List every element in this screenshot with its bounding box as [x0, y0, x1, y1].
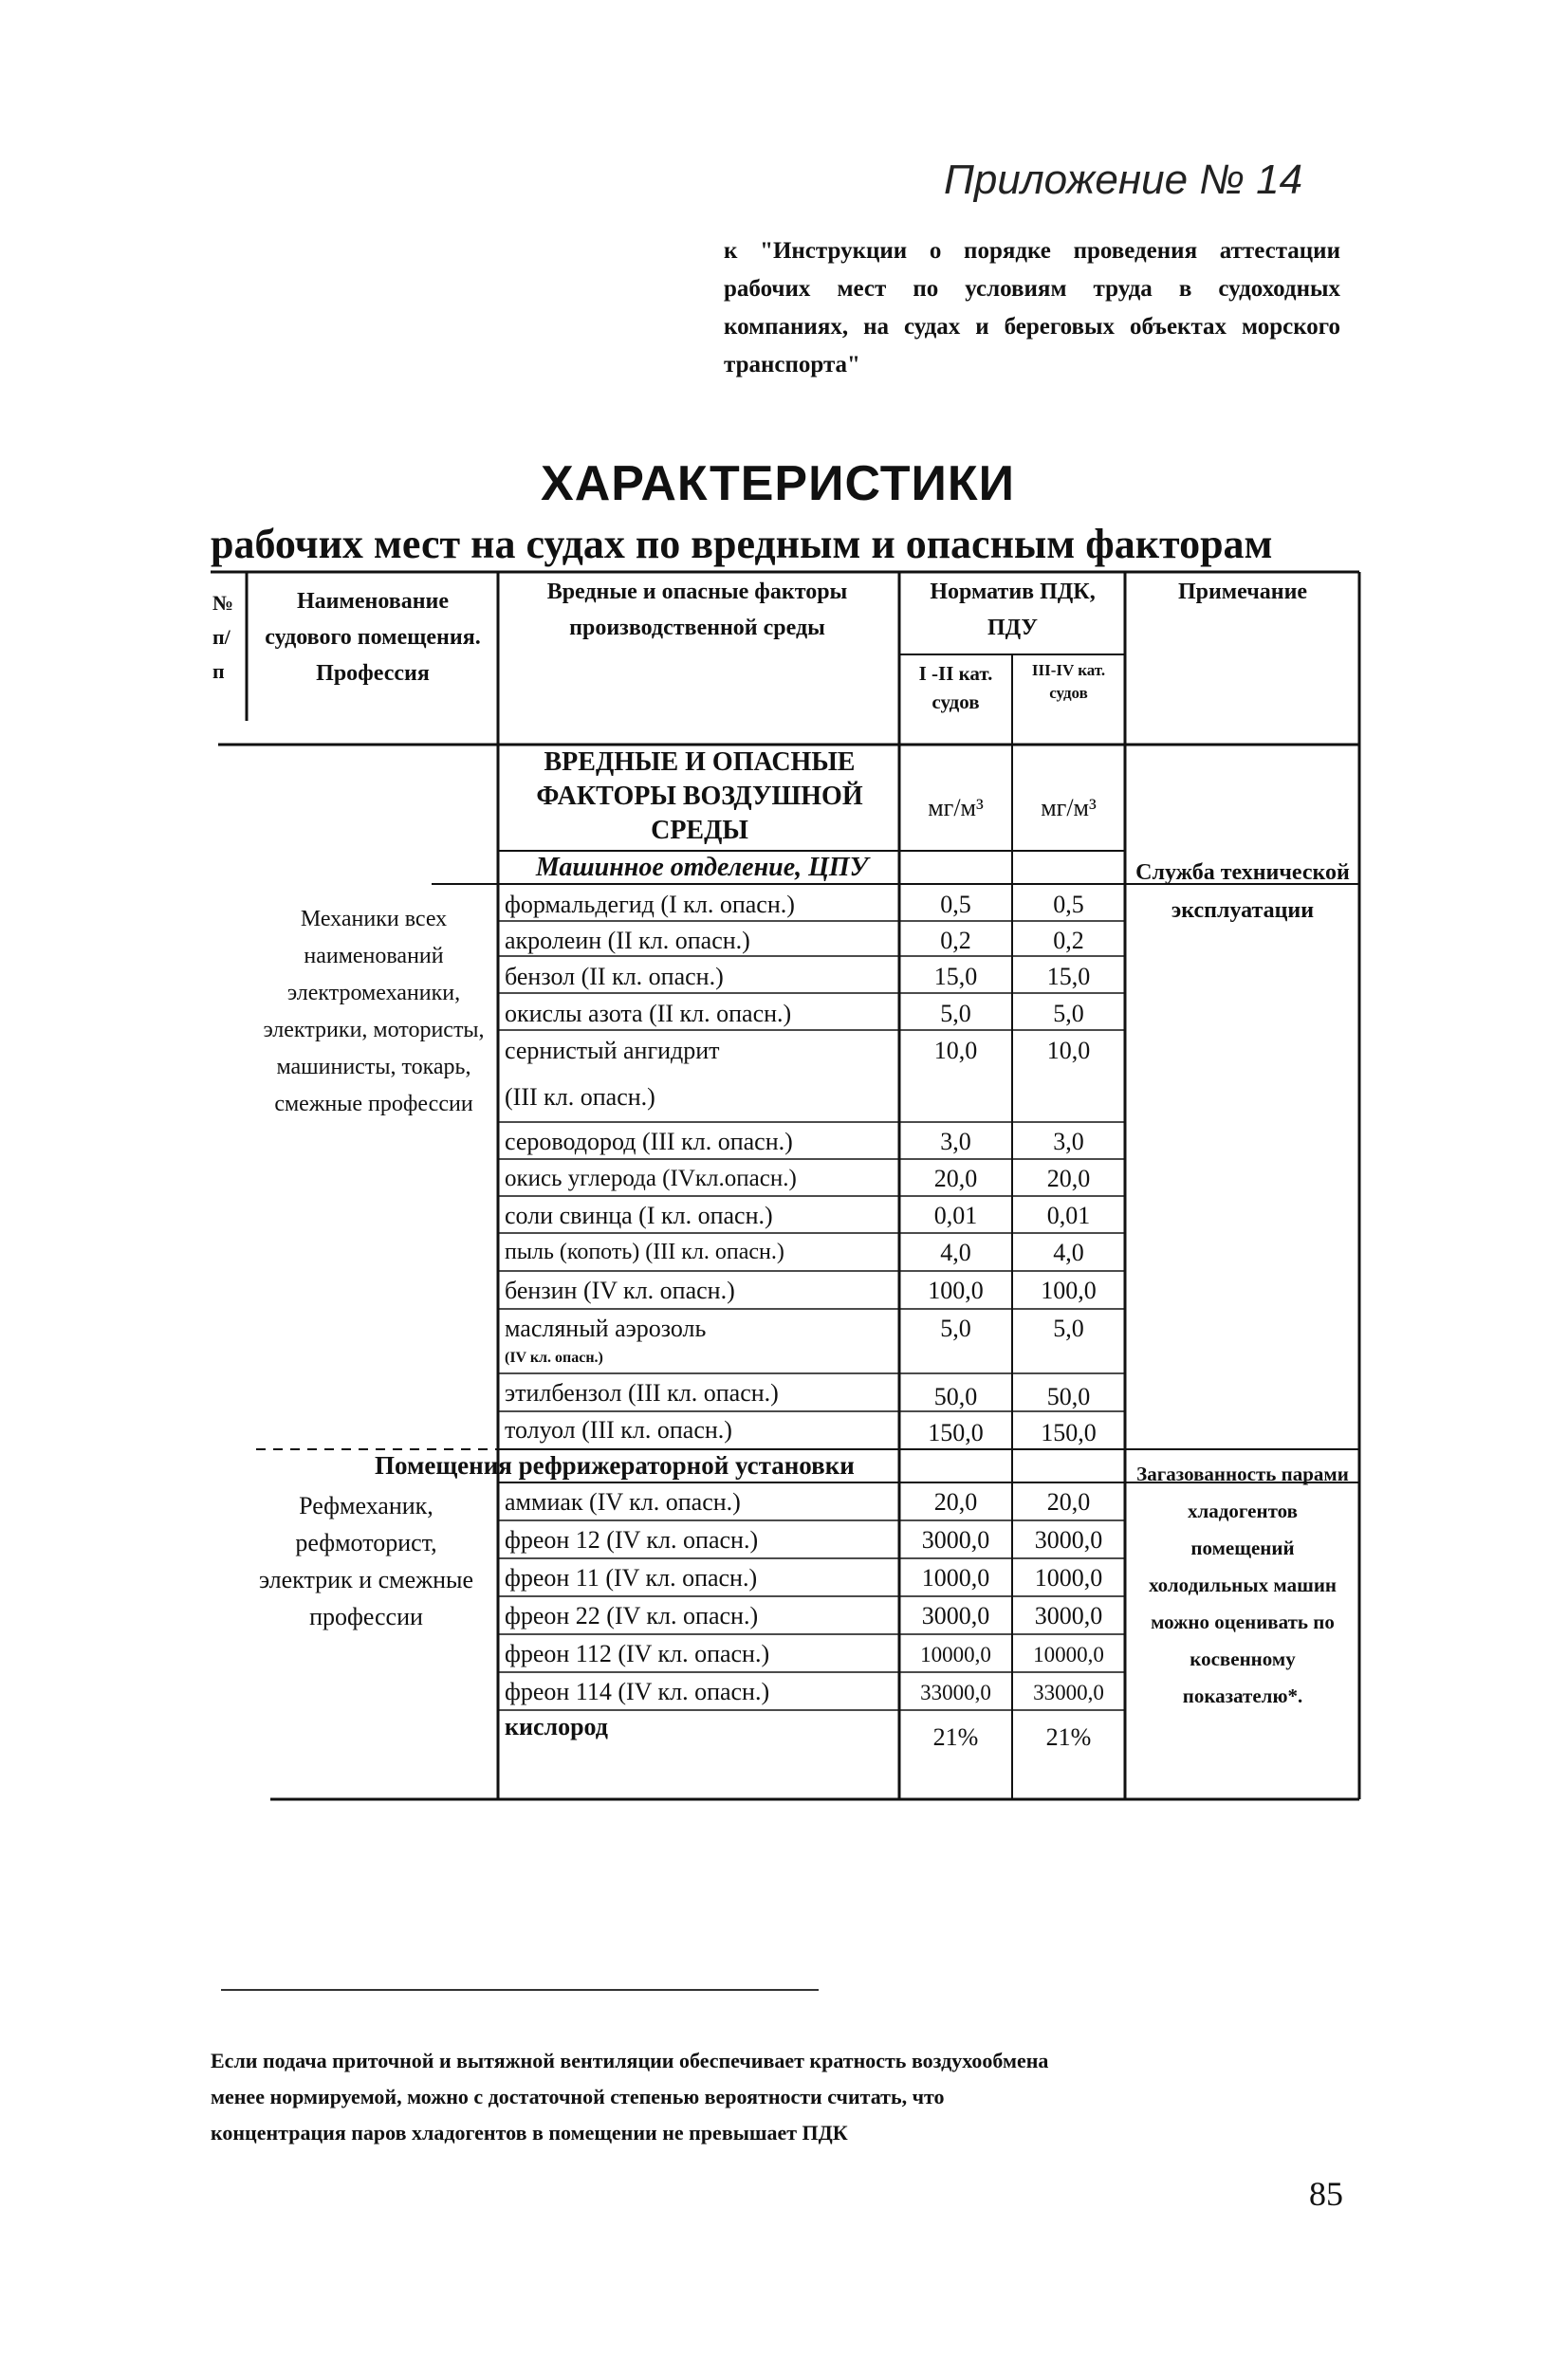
factor-row-continued: (IV кл. опасн.)	[505, 1350, 603, 1366]
value-cat-3-4: 3000,0	[1034, 1602, 1103, 1629]
factor-row: фреон 114 (IV кл. опасн.)	[505, 1678, 770, 1705]
footnote-separator	[221, 1989, 819, 1991]
col-factors-header: Вредные и опасные факторы производственной среды	[546, 580, 848, 640]
page-title: ХАРАКТЕРИСТИКИ	[541, 456, 1015, 511]
col-norm-cat-3-4: III-IV кат. судов	[1031, 661, 1106, 702]
factor-row: фреон 11 (IV кл. опасн.)	[505, 1564, 758, 1592]
col-number-header: № п/п	[212, 591, 234, 683]
appendix-label: Приложение № 14	[944, 156, 1303, 203]
group-title-engine-room: Машинное отделение, ЦПУ	[535, 853, 869, 882]
value-cat-1-2: 3000,0	[921, 1602, 990, 1629]
value-cat-1-2: 50,0	[933, 1383, 978, 1410]
factor-row: окислы азота (II кл. опасн.)	[505, 1000, 792, 1027]
value-cat-3-4: 3,0	[1053, 1128, 1084, 1155]
value-cat-3-4: 0,01	[1046, 1202, 1091, 1229]
factor-row: кислород	[505, 1713, 608, 1740]
factor-row: бензин (IV кл. опасн.)	[505, 1277, 735, 1304]
unit-cat-3-4: мг/м³	[1041, 794, 1097, 821]
col-norm-cat-1-2: I -II кат. судов	[918, 662, 993, 713]
factor-row: сернистый ангидрит	[505, 1037, 720, 1064]
value-cat-1-2: 5,0	[940, 1315, 971, 1342]
factor-row: фреон 22 (IV кл. опасн.)	[505, 1602, 759, 1629]
value-cat-1-2: 20,0	[933, 1165, 978, 1192]
col-room-header: Наименование судового помещения. Профессия	[265, 589, 481, 686]
value-cat-3-4: 4,0	[1053, 1239, 1084, 1266]
occupation-refrigeration: Рефмеханик, рефмоторист, электрик и смежные профессии	[258, 1492, 474, 1630]
value-cat-1-2: 4,0	[940, 1239, 971, 1266]
instruction-reference: к "Инструкции о порядке проведения аттестации рабочих мест по условиям труда в судоходных компаниях, на судах и береговых объектах морского транспорта"	[724, 238, 1340, 377]
factor-row: фреон 112 (IV кл. опасн.)	[505, 1640, 770, 1667]
value-cat-3-4: 3000,0	[1034, 1526, 1103, 1554]
value-cat-1-2: 5,0	[940, 1000, 971, 1027]
factor-row: масляный аэрозоль	[505, 1315, 707, 1342]
value-cat-1-2: 10,0	[933, 1037, 978, 1064]
page-number: 85	[1309, 2175, 1343, 2213]
value-cat-3-4: 150,0	[1041, 1419, 1097, 1446]
value-cat-1-2: 100,0	[928, 1277, 984, 1304]
col-norm-header: Норматив ПДК, ПДУ	[930, 580, 1096, 640]
value-cat-1-2: 20,0	[933, 1488, 978, 1516]
factor-row-continued: (III кл. опасн.)	[505, 1083, 655, 1111]
group-title-refrigeration: Помещения рефрижераторной установки	[375, 1451, 855, 1480]
factor-row: толуол (III кл. опасн.)	[505, 1416, 732, 1444]
factor-row: акролеин (II кл. опасн.)	[505, 927, 750, 954]
value-cat-3-4: 5,0	[1053, 1000, 1084, 1027]
value-cat-1-2: 10000,0	[920, 1643, 991, 1666]
note-refrigeration: Загазованность парами хладогентов помещений холодильных машин можно оценивать по косвенному показателю*.	[1136, 1463, 1349, 1707]
value-cat-3-4: 0,2	[1053, 927, 1084, 954]
unit-cat-1-2: мг/м³	[928, 794, 984, 821]
value-cat-3-4: 100,0	[1041, 1277, 1097, 1304]
value-cat-1-2: 21%	[932, 1723, 979, 1751]
value-cat-1-2: 0,2	[940, 927, 971, 954]
value-cat-1-2: 3,0	[940, 1128, 971, 1155]
col-note-header: Примечание	[1177, 580, 1308, 604]
value-cat-3-4: 20,0	[1046, 1165, 1091, 1192]
value-cat-1-2: 1000,0	[921, 1564, 990, 1592]
value-cat-3-4: 5,0	[1053, 1315, 1084, 1342]
value-cat-3-4: 33000,0	[1033, 1681, 1104, 1704]
section-title: ВРЕДНЫЕ И ОПАСНЫЕ ФАКТОРЫ ВОЗДУШНОЙ СРЕДЫ	[536, 747, 863, 845]
occupation-engine-room: Механики всех наименований электромеханики, электрики, мотористы, машинисты, токарь, смежные профессии	[263, 907, 485, 1116]
value-cat-3-4: 21%	[1045, 1723, 1092, 1751]
factor-row: этилбензол (III кл. опасн.)	[505, 1379, 779, 1407]
note-engine-room: Служба технической эксплуатации	[1135, 860, 1350, 923]
value-cat-3-4: 1000,0	[1034, 1564, 1103, 1592]
factor-row: бензол (II кл. опасн.)	[505, 963, 724, 990]
factor-row: пыль (копоть) (III кл. опасн.)	[505, 1240, 784, 1264]
footnote-line-3: концентрация паров хладогентов в помещении не превышает ПДК	[211, 2121, 848, 2145]
value-cat-3-4: 20,0	[1046, 1488, 1091, 1516]
value-cat-3-4: 50,0	[1046, 1383, 1091, 1410]
value-cat-1-2: 0,01	[933, 1202, 978, 1229]
value-cat-1-2: 0,5	[940, 891, 971, 918]
footnote-line-2: менее нормируемой, можно с достаточной степенью вероятности считать, что	[211, 2085, 945, 2108]
value-cat-1-2: 150,0	[928, 1419, 984, 1446]
value-cat-3-4: 10,0	[1046, 1037, 1091, 1064]
value-cat-1-2: 3000,0	[921, 1526, 990, 1554]
value-cat-1-2: 33000,0	[920, 1681, 991, 1704]
value-cat-3-4: 0,5	[1053, 891, 1084, 918]
page-subtitle: рабочих мест на судах по вредным и опасным факторам	[211, 521, 1273, 567]
footnote-line-1: Если подача приточной и вытяжной вентиляции обеспечивает кратность воздухообмена	[211, 2049, 1049, 2072]
factor-row: фреон 12 (IV кл. опасн.)	[505, 1526, 759, 1554]
value-cat-3-4: 15,0	[1046, 963, 1091, 990]
factor-row: формальдегид (I кл. опасн.)	[505, 891, 795, 918]
factor-row: аммиак (IV кл. опасн.)	[505, 1488, 741, 1516]
value-cat-3-4: 10000,0	[1033, 1643, 1104, 1666]
factor-row: окись углерода (IVкл.опасн.)	[505, 1166, 797, 1191]
factor-row: соли свинца (I кл. опасн.)	[505, 1202, 773, 1229]
factor-row: сероводород (III кл. опасн.)	[505, 1128, 793, 1155]
value-cat-1-2: 15,0	[933, 963, 978, 990]
